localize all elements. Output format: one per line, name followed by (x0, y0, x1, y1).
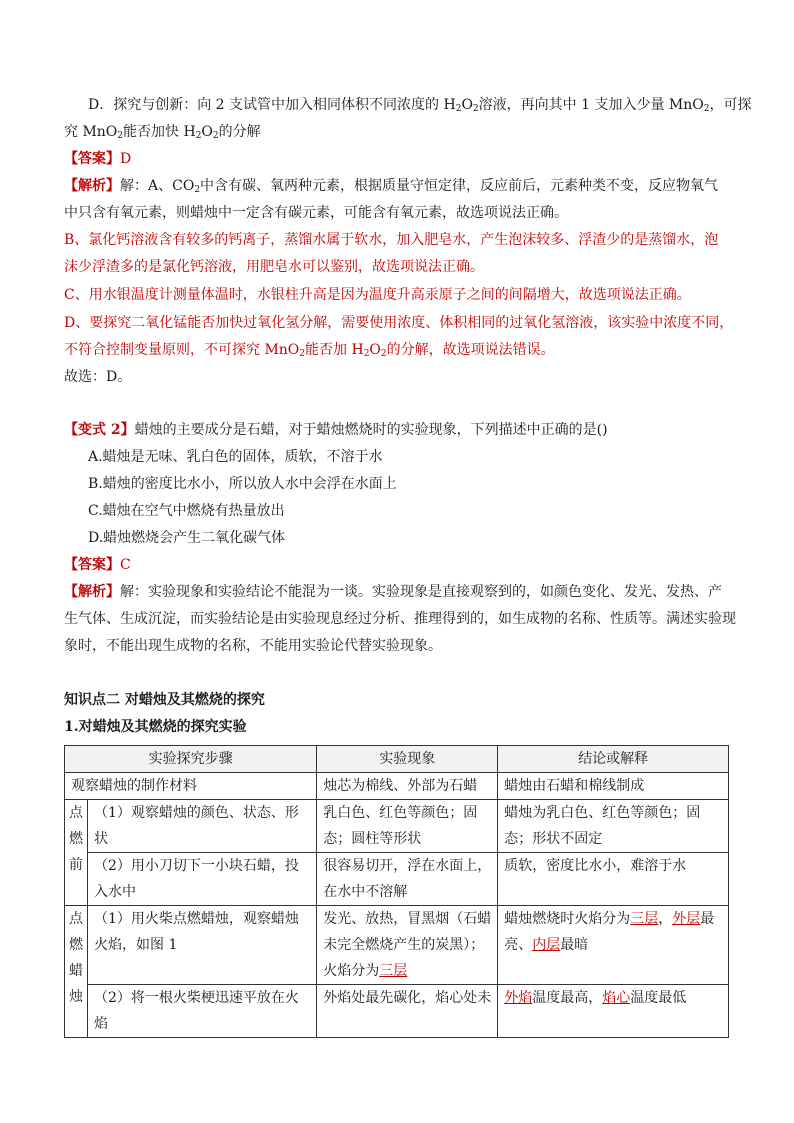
analysis-1-b-line2: 沫少浮渣多的是氯化钙溶液，用肥皂水可以鉴别，故选项说法正确。 (64, 259, 484, 275)
table-cell: 观察蜡烛的制作材料 (65, 773, 317, 800)
answer-2: 【答案】C (64, 557, 131, 573)
table-header-steps: 实验探究步骤 (65, 746, 317, 773)
table-cell: 外焰处最先碳化，焰心处未 (317, 985, 498, 1038)
variant-2-question: 【变式 2】蜡烛的主要成分是石蜡，对于蜡烛燃烧时的实验现象，下列描述中正确的是() (64, 422, 608, 438)
table-cell: （1）用火柴点燃蜡烛，观察蜡烛火焰，如图 1 (88, 906, 317, 985)
table-cell: 质软，密度比水小，难溶于水 (498, 853, 729, 906)
variant-2-option-a: A.蜡烛是无味、乳白色的固体，质软，不溶于水 (88, 449, 383, 465)
analysis-1-c-line1: C、用水银温度计测量体温时，水银柱升高是因为温度升高汞原子之间的间隔增大，故选项说法正确。 (64, 287, 691, 303)
option-d-line2: 究 MnO$_2$能否加快 $H_2O_2$的分解 (64, 124, 261, 141)
analysis-2-line3: 象时，不能出现生成物的名称，不能用实验论代替实验现象。 (64, 638, 442, 654)
table-cell: （1）观察蜡烛的颜色、状态、形状 (88, 800, 317, 853)
table-header-phenomenon: 实验现象 (317, 746, 498, 773)
section-title: 知识点二 对蜡烛及其燃烧的探究 (64, 692, 265, 708)
table-cell: 外焰温度最高，焰心温度最低 (498, 985, 729, 1038)
analysis-1-choice: 故选：D。 (64, 369, 132, 385)
variant-2-option-d: D.蜡烛燃烧会产生二氧化碳气体 (88, 530, 286, 546)
table-row (65, 773, 729, 800)
group-label-lighting-candle: 点 燃 蜡 烛 (65, 906, 88, 1038)
analysis-2-line2: 生气体、生成沉淀，而实验结论是由实验现息经过分析、推理得到的，如生成物的名称、性质等。满述实验现 (64, 611, 736, 627)
table-row (65, 985, 729, 1038)
answer-1: 【答案】D (64, 151, 132, 167)
table-header-row (65, 746, 729, 773)
analysis-1-b-line1: B、氯化钙溶液含有较多的钙离子，蒸馏水属于软水，加入肥皂水，产生泡沫较多、浮渣少的是蒸馏水，泡 (64, 232, 719, 248)
table-row (65, 906, 729, 985)
variant-2-option-c: C.蜡烛在空气中燃烧有热量放出 (88, 503, 285, 519)
analysis-1-d-line1: D、要探究二氧化锰能否加快过氧化氢分解，需要使用浓度、体积相同的过氧化氢溶液，该实验中浓度不同， (64, 315, 734, 331)
analysis-1-d-line2: 不符合控制变量原则，不可探究 MnO$_2$能否加 $H_2O_2$的分解，故选项说法错误。 (64, 342, 555, 359)
table-cell: 蜡烛燃烧时火焰分为三层，外层最亮、内层最暗 (498, 906, 729, 985)
variant-2-option-b: B.蜡烛的密度比水小，所以放人水中会浮在水面上 (88, 476, 397, 492)
table-cell: （2）将一根火柴梗迅速平放在火焰 (88, 985, 317, 1038)
table-cell: 蜡烛为乳白色、红色等颜色；固态；形状不固定 (498, 800, 729, 853)
analysis-1-line2: 中只含有氧元素，则蜡烛中一定含有碳元素，可能含有氧元素，故选项说法正确。 (64, 205, 568, 221)
table-cell: 发光、放热，冒黑烟（石蜡未完全燃烧产生的炭黑）；火焰分为三层 (317, 906, 498, 985)
table-cell: 烛芯为棉线、外部为石蜡 (317, 773, 498, 800)
group-label-before-lighting: 点 燃 前 (65, 800, 88, 906)
analysis-2-line1: 【解析】解：实验现象和实验结论不能混为一谈。实验现象是直接观察到的，如颜色变化、发光、发热、产 (64, 584, 722, 600)
table-row (65, 800, 729, 853)
table-cell: （2）用小刀切下一小块石蜡，投入水中 (88, 853, 317, 906)
analysis-1-line1: 【解析】解：A、$CO_2$中含有碳、氧两种元素，根据质量守恒定律，反应前后，元素种类不变，反应物氧气 (64, 178, 719, 195)
table-cell: 蜡烛由石蜡和棉线制成 (498, 773, 729, 800)
table-header-conclusion: 结论或解释 (498, 746, 729, 773)
table-cell: 乳白色、红色等颜色；固态；圆柱等形状 (317, 800, 498, 853)
option-d-line1: D．探究与创新：向 2 支试管中加入相同体积不同浓度的 $H_2O_2$溶液，再向其中 1 支加入少量 MnO$_2$，可探 (88, 97, 752, 114)
section-subtitle: 1.对蜡烛及其燃烧的探究实验 (64, 719, 247, 735)
experiment-table (64, 745, 729, 1038)
table-cell: 很容易切开，浮在水面上，在水中不溶解 (317, 853, 498, 906)
table-row (65, 853, 729, 906)
